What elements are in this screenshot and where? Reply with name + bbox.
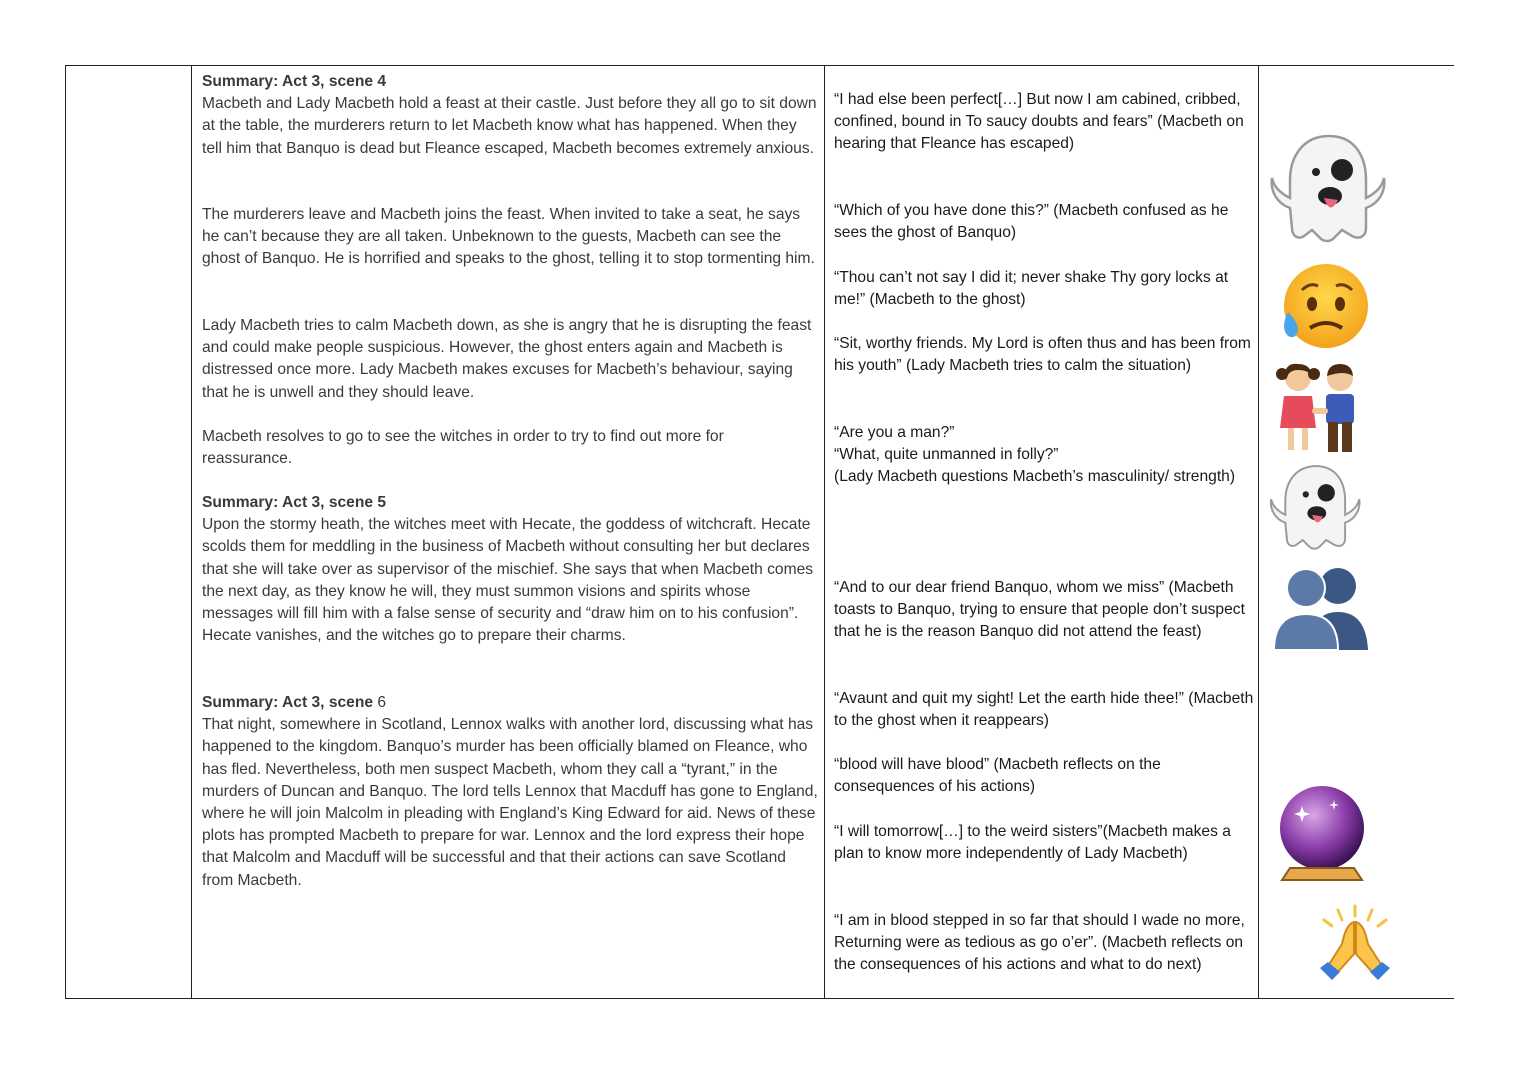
- quote: “Are you a man?”: [834, 424, 955, 441]
- quote: “Avaunt and quit my sight! Let the earth hide thee!” (Macbeth to the ghost when it reappears): [834, 690, 1254, 730]
- summary-table: [65, 65, 1454, 999]
- ghost-icon: [1268, 132, 1390, 244]
- quote: “Thou can’t not say I did it; never shake Thy gory locks at me!” (Macbeth to the ghost): [834, 269, 1229, 309]
- quote: “Sit, worthy friends. My Lord is often thus and has been from his youth” (Lady Macbeth tries to calm the situation): [834, 335, 1251, 375]
- folded-hands-icon: [1314, 904, 1396, 984]
- column-divider: [824, 66, 825, 998]
- summary-paragraph-block: [202, 204, 818, 271]
- summary-paragraph-block: [202, 426, 818, 470]
- scene-heading: [202, 692, 818, 714]
- scene-6-summary: [202, 692, 818, 892]
- quote: “What, quite unmanned in folly?”: [834, 446, 1059, 463]
- scene-4-summary: [202, 71, 818, 160]
- ghost-icon: [1268, 462, 1364, 552]
- summary-paragraph: Lady Macbeth tries to calm Macbeth down, as she is angry that he is disrupting the feast and could make people suspicious. However, the ghost enters again and Macbeth is distressed once more. Lady Macbeth makes excuses for Macbeth’s behaviour, saying that he is unwell and they should leave.: [202, 317, 812, 401]
- quote-note: (Lady Macbeth questions Macbeth’s masculinity/ strength): [834, 468, 1236, 485]
- quote: “Which of you have done this?” (Macbeth confused as he sees the ghost of Banquo): [834, 202, 1229, 242]
- sad-relieved-face-icon: [1278, 262, 1370, 352]
- quote: “blood will have blood” (Macbeth reflects on the consequences of his actions): [834, 756, 1161, 796]
- scene-heading: Summary: Act 3, scene 4: [202, 73, 387, 90]
- summary-paragraph-block: [202, 315, 818, 404]
- scene-5-summary: [202, 492, 818, 647]
- busts-in-silhouette-icon: [1272, 562, 1370, 650]
- summary-paragraph: The murderers leave and Macbeth joins the feast. When invited to take a seat, he says he can’t because they are all taken. Unbeknown to the guests, Macbeth can see the ghost of Banquo. He is horrified and speaks to the ghost, telling it to stop tormenting him.: [202, 206, 815, 268]
- summary-paragraph: Macbeth and Lady Macbeth hold a feast at their castle. Just before they all go to sit down at the table, the murderers return to let Macbeth know what has happened. When they tell him that Banquo is dead but Fleance escaped, Macbeth becomes extremely anxious.: [202, 95, 817, 157]
- column-divider: [1258, 66, 1259, 998]
- quote: “I had else been perfect[…] But now I am cabined, cribbed, confined, bound in To saucy doubts and fears” (Macbeth on hearing that Fleance has escaped): [834, 91, 1244, 153]
- quote: “I am in blood stepped in so far that should I wade no more, Returning were as tedious as go o’er”. (Macbeth reflects on the consequences of his actions and what to do next): [834, 912, 1245, 974]
- summary-paragraph: That night, somewhere in Scotland, Lennox walks with another lord, discussing what has happened to the kingdom. Banquo’s murder has been officially blamed on Fleance, who has fled. Nevertheless, both men suspect Macbeth, whom they call a “tyrant,” in the murders of Duncan and Banquo. The lord tells Lennox that Macduff has gone to England, where he will join Malcolm in pleading with England’s King Edward for aid. News of these plots has prompted Macbeth to prepare for war. Lennox and the lord express their hope that Malcolm and Macduff will be successful and that their actions can save Scotland from Macbeth.: [202, 716, 818, 889]
- heading-text: Summary: Act 3, scene: [202, 694, 374, 711]
- holding-hands-icon: [1272, 362, 1368, 458]
- scene-heading: Summary: Act 3, scene 5: [202, 494, 387, 511]
- quote: “And to our dear friend Banquo, whom we miss” (Macbeth toasts to Banquo, trying to ensure that people don’t suspect that he is the reason Banquo did not attend the feast): [834, 579, 1245, 641]
- column-divider: [191, 66, 192, 998]
- crystal-ball-icon: [1276, 784, 1368, 884]
- quote: “I will tomorrow[…] to the weird sisters”(Macbeth makes a plan to know more independently of Lady Macbeth): [834, 823, 1231, 863]
- heading-number: 6: [373, 694, 387, 711]
- summary-paragraph: Upon the stormy heath, the witches meet with Hecate, the goddess of witchcraft. Hecate scolds them for meddling in the business of Macbeth without consulting her but declares that she will take over as supervisor of the mischief. She says that when Macbeth comes the next day, as they know he will, they must summon visions and spirits whose messages will fill him with a false sense of security and “draw him on to his confusion”. Hecate vanishes, and the witches go to prepare their charms.: [202, 516, 814, 645]
- summary-paragraph: Macbeth resolves to go to see the witches in order to try to find out more for reassurance.: [202, 428, 724, 468]
